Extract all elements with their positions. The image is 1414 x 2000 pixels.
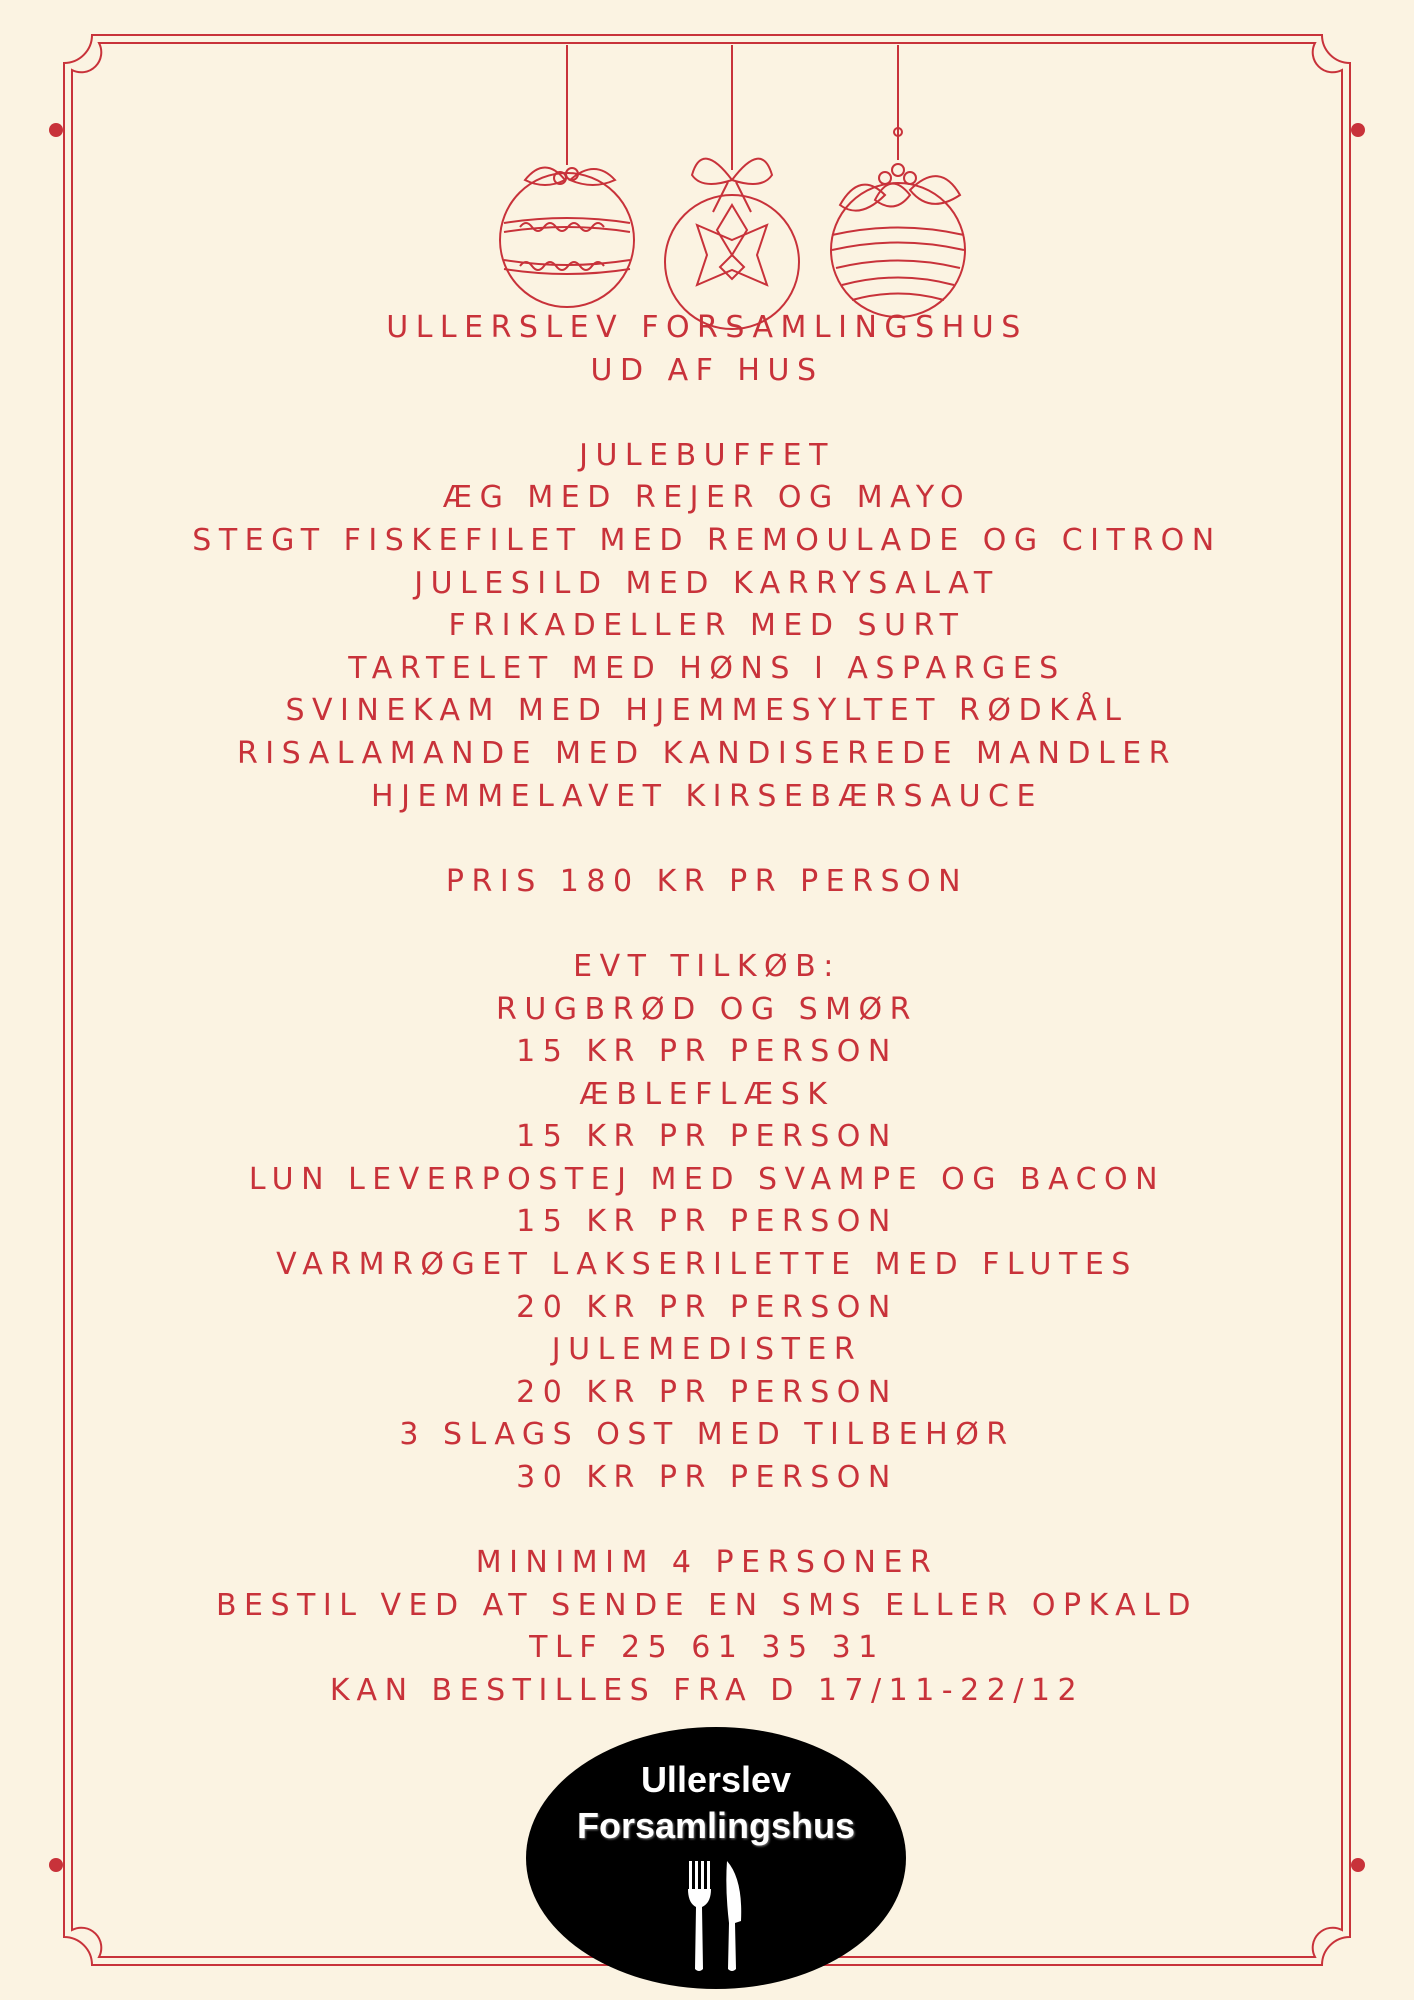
- extra-item-name: VARMRØGET LAKSERILETTE MED FLUTES: [276, 1247, 1138, 1283]
- buffet-price: PRIS 180 KR PR PERSON: [445, 863, 969, 899]
- order-phone: TLF 25 61 35 31: [529, 1630, 885, 1666]
- extra-item-name: RUGBRØD OG SMØR: [495, 991, 918, 1027]
- bauble-middle: [665, 45, 799, 329]
- buffet-item: HJEMMELAVET KIRSEBÆRSAUCE: [371, 778, 1043, 814]
- extra-item-name: ÆBLEFLÆSK: [579, 1076, 835, 1112]
- venue-title: ULLERSLEV FORSAMLINGSHUS: [386, 310, 1028, 345]
- buffet-item: TARTELET MED HØNS I ASPARGES: [348, 650, 1066, 686]
- extra-item-name: JULEMEDISTER: [551, 1332, 863, 1368]
- extra-item-price: 15 KR PR PERSON: [516, 1119, 898, 1155]
- logo-line-2: Forsamlingshus: [576, 1805, 856, 1846]
- buffet-item: ÆG MED REJER OG MAYO: [442, 480, 972, 516]
- bauble-left: [500, 45, 634, 307]
- extra-item-price: 20 KR PR PERSON: [516, 1374, 898, 1410]
- christmas-ornaments-icon: [480, 40, 980, 330]
- buffet-item: STEGT FISKEFILET MED REMOULADE OG CITRON: [192, 522, 1222, 558]
- fork-knife-icon: [681, 1859, 751, 1974]
- extra-item-price: 15 KR PR PERSON: [516, 1204, 898, 1240]
- extra-item-name: 3 SLAGS OST MED TILBEHØR: [399, 1417, 1015, 1453]
- extra-item-name: LUN LEVERPOSTEJ MED SVAMPE OG BACON: [248, 1161, 1166, 1197]
- buffet-item: RISALAMANDE MED KANDISEREDE MANDLER: [236, 735, 1178, 771]
- venue-subtitle: UD AF HUS: [590, 352, 824, 388]
- buffet-item: SVINEKAM MED HJEMMESYLTET RØDKÅL: [285, 693, 1129, 729]
- order-period: KAN BESTILLES FRA D 17/11-22/12: [329, 1673, 1085, 1708]
- corner-dot: [49, 123, 63, 137]
- menu-text: [0, 307, 1414, 1713]
- corner-dot: [1351, 123, 1365, 137]
- buffet-item: FRIKADELLER MED SURT: [448, 608, 966, 644]
- extra-item-price: 20 KR PR PERSON: [516, 1289, 898, 1325]
- corner-dot: [49, 1858, 63, 1872]
- logo-line-1: Ullerslev: [640, 1759, 792, 1800]
- order-instructions: BESTIL VED AT SENDE EN SMS ELLER OPKALD: [215, 1587, 1199, 1623]
- order-minimum: MINIMIM 4 PERSONER: [475, 1545, 939, 1581]
- bauble-right: [831, 45, 965, 317]
- corner-dot: [1351, 1858, 1365, 1872]
- extras-title: EVT TILKØB:: [573, 948, 841, 984]
- extra-item-price: 15 KR PR PERSON: [516, 1034, 898, 1070]
- extra-item-price: 30 KR PR PERSON: [516, 1460, 898, 1496]
- buffet-title: JULEBUFFET: [579, 437, 835, 473]
- venue-logo: [526, 1727, 906, 1989]
- buffet-item: JULESILD MED KARRYSALAT: [414, 565, 1000, 601]
